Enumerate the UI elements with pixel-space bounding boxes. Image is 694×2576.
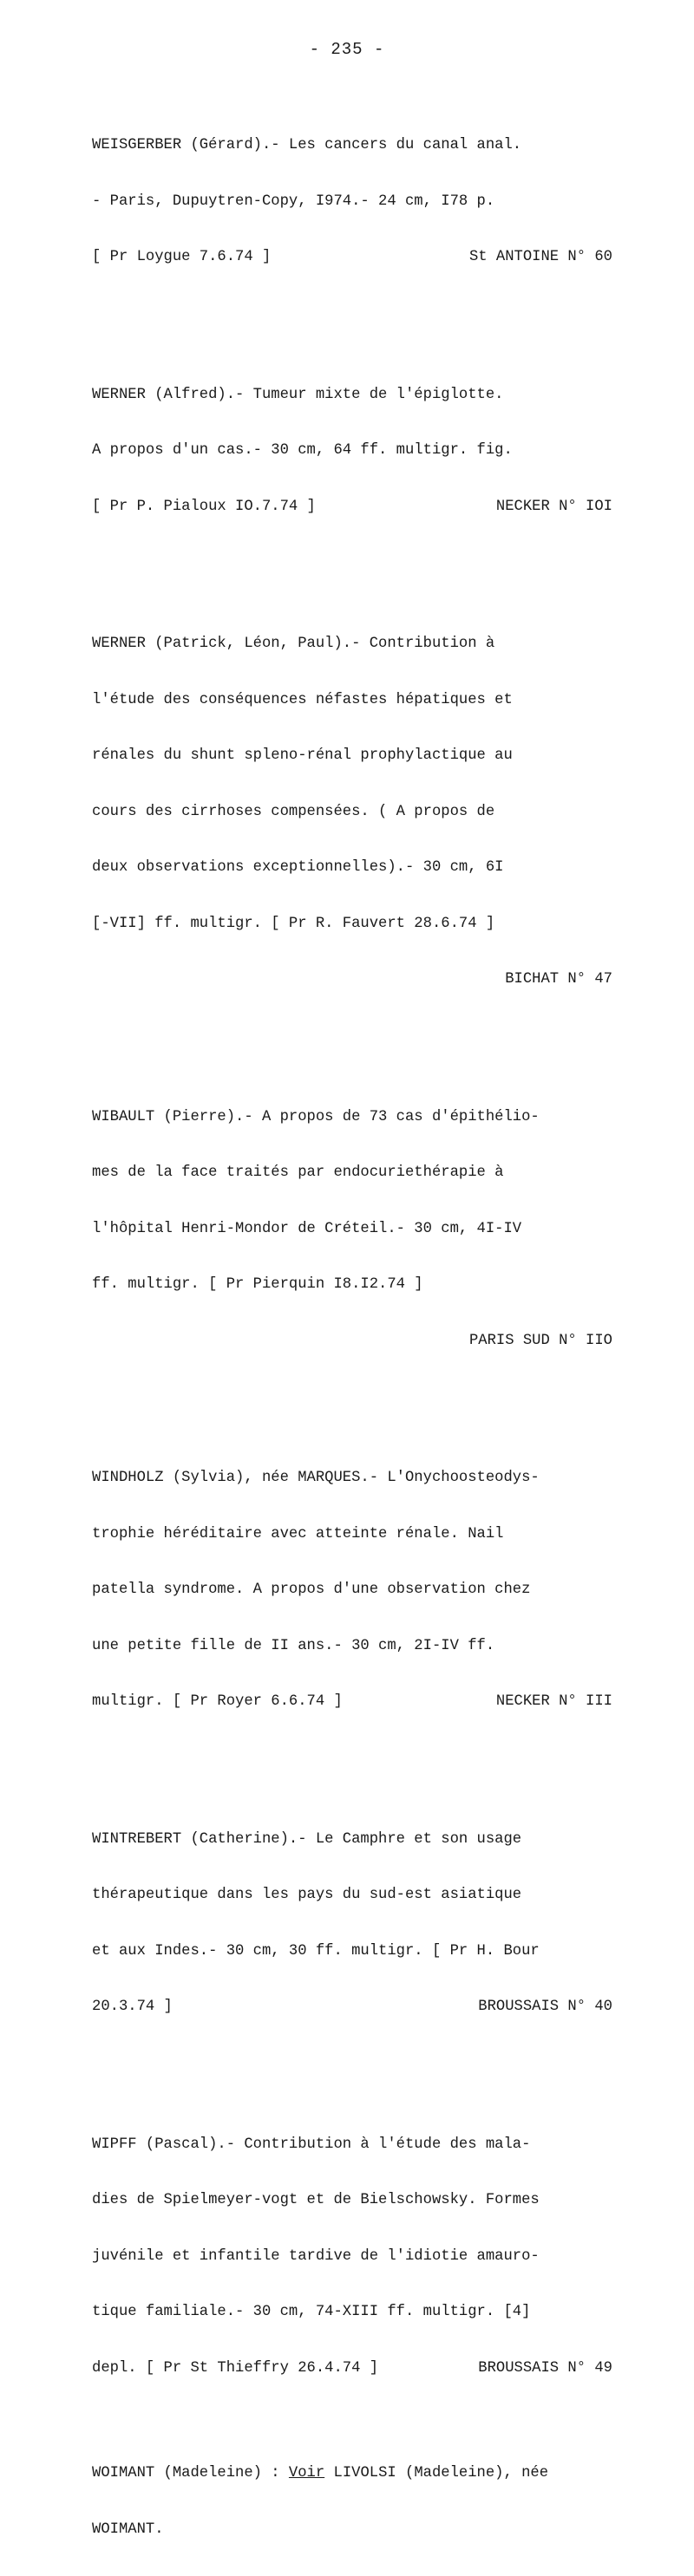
entry-line: A propos d'un cas.- 30 cm, 64 ff. multigr. fig. xyxy=(92,442,513,459)
entry-line xyxy=(92,1998,612,2017)
entry-line: WEISGERBER (Gérard).- Les cancers du canal anal. xyxy=(92,137,522,153)
entry-line: WIPFF (Pascal).- Contribution à l'étude des mala- xyxy=(92,2136,531,2153)
entry-line: dies de Spielmeyer-vogt et de Bielschowsky. Formes xyxy=(92,2192,540,2208)
entry-faculty: BICHAT N° 47 xyxy=(505,971,612,988)
entry-jury: depl. [ Pr St Thieffry 26.4.74 ] xyxy=(92,2359,379,2377)
entry-wintrebert xyxy=(92,1793,612,2054)
entry-faculty: BROUSSAIS N° 49 xyxy=(478,2359,612,2377)
entry-line: WIBAULT (Pierre).- A propos de 73 cas d'épithélio- xyxy=(92,1108,540,1125)
entry-line: l'hôpital Henri-Mondor de Créteil.- 30 cm, 4I-IV xyxy=(92,1220,522,1237)
entry-jury: [ Pr P. Pialoux IO.7.74 ] xyxy=(92,498,316,515)
entry-line: juvénile et infantile tardive de l'idiotie amauro- xyxy=(92,2247,540,2265)
entry-faculty: NECKER N° IOI xyxy=(495,498,612,515)
entry-line: WERNER (Patrick, Léon, Paul).- Contribution à xyxy=(92,636,495,652)
entry-werner-patrick xyxy=(92,597,612,1027)
entry-jury: 20.3.74 ] xyxy=(92,1999,173,2015)
entry-author: WOIMANT (Madeleine) : xyxy=(92,2465,289,2481)
entry-line xyxy=(92,498,612,517)
entry-line: WOIMANT. xyxy=(92,2521,164,2538)
entry-faculty: PARIS SUD N° IIO xyxy=(468,1332,612,1349)
entry-line: mes de la face traités par endocuriethérapie à xyxy=(92,1164,504,1181)
entry-line: WINDHOLZ (Sylvia), née MARQUES.- L'Onychoosteodys- xyxy=(92,1470,540,1486)
entry-line: patella syndrome. A propos d'une observation chez xyxy=(92,1581,531,1598)
entry-wipff xyxy=(92,2098,612,2416)
entry-line: trophie héréditaire avec atteinte rénale. Nail xyxy=(92,1525,504,1542)
entry-line xyxy=(92,1692,612,1712)
entry-line: tique familiale.- 30 cm, 74-XIII ff. multigr. [4] xyxy=(92,2304,531,2320)
entry-line xyxy=(92,2359,612,2378)
entry-faculty: NECKER N° III xyxy=(495,1693,612,1710)
entry-line: ff. multigr. [ Pr Pierquin I8.I2.74 ] xyxy=(92,1276,423,1293)
entry-line: deux observations exceptionnelles).- 30 cm, 6I xyxy=(92,859,504,876)
entry-line: une petite fille de II ans.- 30 cm, 2I-IV ff. xyxy=(92,1637,495,1654)
entry-line: - Paris, Dupuytren-Copy, I974.- 24 cm, I78 p. xyxy=(92,192,495,210)
entry-line xyxy=(92,248,612,267)
cross-reference-voir: Voir xyxy=(288,2465,325,2481)
entry-windholz xyxy=(92,1431,612,1749)
entry-weisgerber xyxy=(92,99,612,304)
entry-woimant xyxy=(92,2427,612,2576)
entry-line: rénales du shunt spleno-rénal prophylactique au xyxy=(92,747,513,764)
entry-line xyxy=(92,2464,612,2483)
entry-line: l'étude des conséquences néfastes hépatiques et xyxy=(92,691,513,708)
entry-line: thérapeutique dans les pays du sud-est asiatique xyxy=(92,1887,522,1903)
bibliography-entries xyxy=(92,99,612,2576)
entry-faculty: St ANTOINE N° 60 xyxy=(468,249,612,265)
entry-werner-alfred xyxy=(92,349,612,554)
entry-reference: LIVOLSI (Madeleine), née xyxy=(324,2465,549,2481)
entry-faculty: BROUSSAIS N° 40 xyxy=(478,1999,612,2015)
entry-wibault xyxy=(92,1071,612,1388)
page-number: - 235 - xyxy=(309,40,385,59)
entry-jury: [ Pr Loygue 7.6.74 ] xyxy=(92,249,272,265)
entry-line: WINTREBERT (Catherine).- Le Camphre et son usage xyxy=(92,1830,522,1848)
entry-line: [-VII] ff. multigr. [ Pr R. Fauvert 28.6.74 ] xyxy=(92,915,495,932)
entry-line: et aux Indes.- 30 cm, 30 ff. multigr. [ Pr H. Bour xyxy=(92,1942,540,1960)
entry-jury: multigr. [ Pr Royer 6.6.74 ] xyxy=(92,1693,343,1710)
entry-line: WERNER (Alfred).- Tumeur mixte de l'épiglotte. xyxy=(92,386,504,403)
entry-line: cours des cirrhoses compensées. ( A propos de xyxy=(92,803,495,820)
